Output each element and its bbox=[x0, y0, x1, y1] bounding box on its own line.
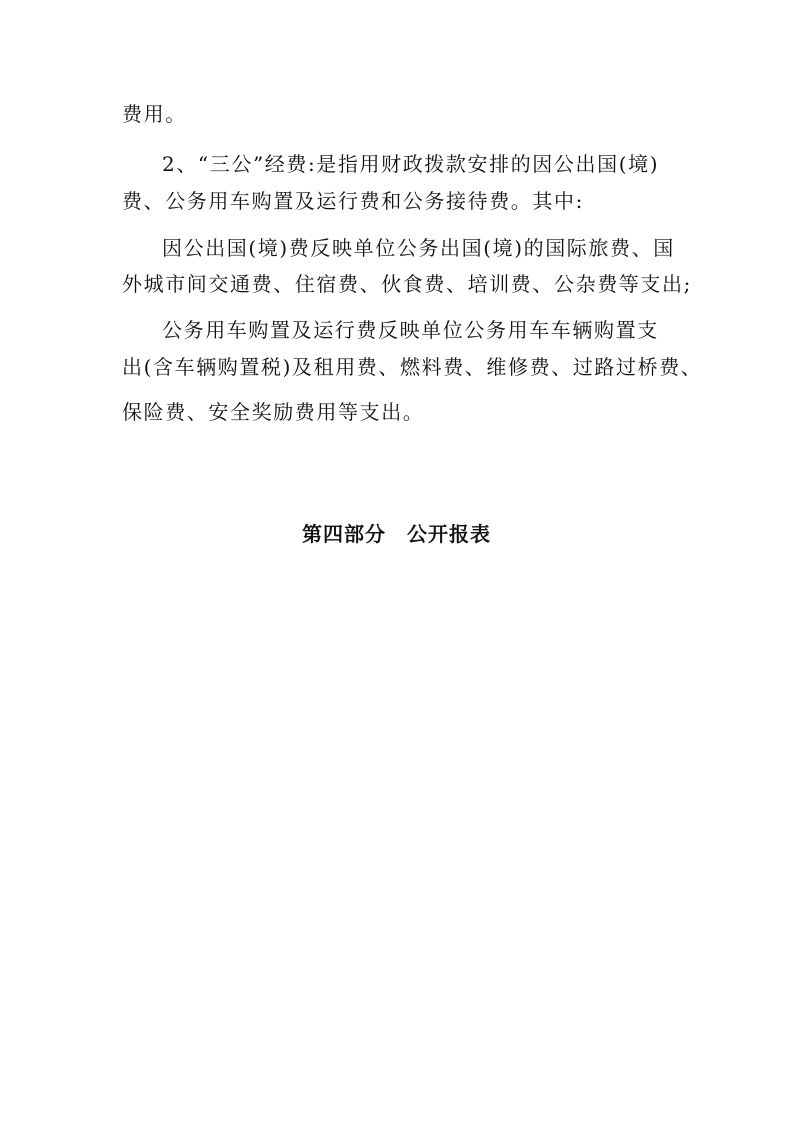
text-line: 费、公务用车购置及运行费和公务接待费。其中: bbox=[122, 189, 584, 213]
text-line: 保险费、安全奖励费用等支出。 bbox=[122, 400, 425, 424]
text-line: 2、“三公”经费:是指用财政拨款安排的因公出国(境) bbox=[162, 152, 660, 176]
text-line: 外城市间交通费、住宿费、伙食费、培训费、公杂费等支出; bbox=[122, 272, 692, 296]
section-title: 第四部分 公开报表 bbox=[302, 522, 491, 546]
text-line: 出(含车辆购置税)及租用费、燃料费、维修费、过路过桥费、 bbox=[122, 355, 703, 379]
text-line: 因公出国(境)费反映单位公务出国(境)的国际旅费、国 bbox=[162, 236, 675, 260]
text-line: 公务用车购置及运行费反映单位公务用车车辆购置支 bbox=[162, 318, 659, 342]
text-line: 费用。 bbox=[122, 102, 187, 126]
